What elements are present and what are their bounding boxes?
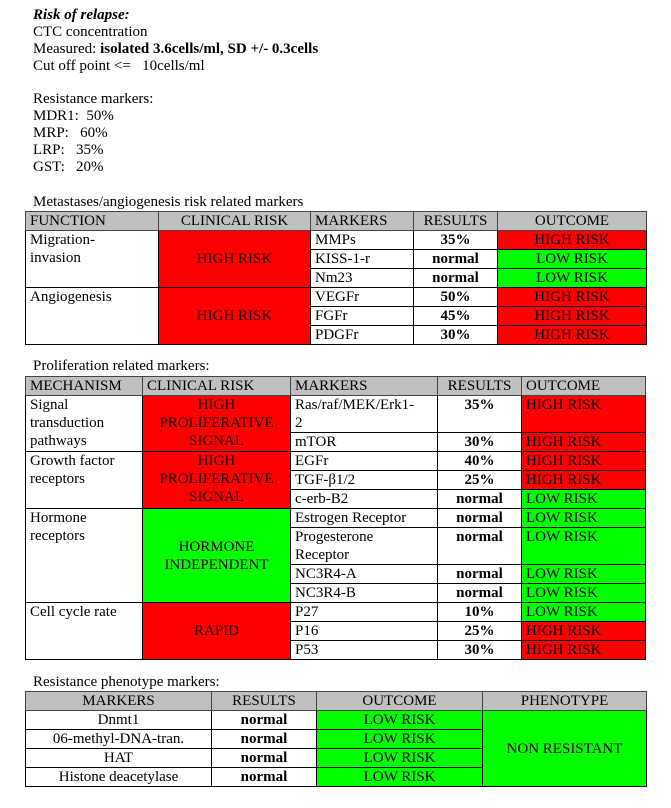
measured-label: Measured: — [33, 41, 101, 57]
marker-cell: VEGFr — [311, 288, 414, 307]
outcome-cell: LOW RISK — [522, 603, 646, 622]
outcome-cell: HIGH RISK — [522, 622, 646, 641]
result-cell: 30% — [438, 641, 522, 660]
marker-cell: Histone deacetylase — [26, 768, 212, 787]
measured-value: isolated 3.6cells/ml, SD +/- 0.3cells — [100, 41, 319, 57]
outcome-cell: LOW RISK — [317, 768, 483, 787]
outcome-cell: LOW RISK — [522, 584, 646, 603]
outcome-cell: LOW RISK — [522, 490, 646, 509]
table-header-row — [26, 212, 647, 231]
marker-cell: Estrogen Receptor — [291, 509, 438, 528]
col-header-mechanism: MECHANISM — [26, 377, 143, 396]
marker-cell: Ras/raf/MEK/Erk1- 2 — [291, 396, 438, 433]
result-cell: normal — [212, 749, 317, 768]
table-row — [26, 603, 646, 622]
function-cell: Angiogenesis — [26, 288, 159, 345]
col-header-markers: MARKERS — [291, 377, 438, 396]
table-row — [26, 452, 646, 471]
marker-cell: NC3R4-B — [291, 584, 438, 603]
col-header-clinical-risk: CLINICAL RISK — [159, 212, 311, 231]
cutoff-line: Cut off point <= 10cells/ml — [33, 58, 205, 74]
outcome-cell: HIGH RISK — [498, 326, 647, 345]
relapse-title: Risk of relapse: — [33, 7, 130, 23]
result-cell: normal — [438, 509, 522, 528]
result-cell: 40% — [438, 452, 522, 471]
phenotype-caption: Resistance phenotype markers: — [33, 674, 220, 690]
marker-name: MDR1: — [33, 108, 79, 124]
col-header-clinical-risk: CLINICAL RISK — [143, 377, 291, 396]
outcome-cell: HIGH RISK — [522, 452, 646, 471]
clinical-risk-cell: HIGH PROLIFERATIVE SIGNAL — [143, 396, 291, 452]
result-cell: 35% — [438, 396, 522, 433]
proliferation-table — [25, 376, 646, 660]
col-header-results: RESULTS — [212, 692, 317, 711]
outcome-cell: HIGH RISK — [522, 471, 646, 490]
col-header-function: FUNCTION — [26, 212, 159, 231]
result-cell: normal — [414, 269, 498, 288]
table-row — [26, 231, 647, 250]
col-header-outcome: OUTCOME — [317, 692, 483, 711]
marker-cell: c-erb-B2 — [291, 490, 438, 509]
relapse-section — [33, 7, 318, 75]
col-header-markers: MARKERS — [26, 692, 212, 711]
marker-cell: Dnmt1 — [26, 711, 212, 730]
marker-name: GST: — [33, 159, 65, 175]
clinical-risk-cell: HORMONE INDEPENDENT — [143, 509, 291, 603]
mechanism-cell: Cell cycle rate — [26, 603, 143, 660]
outcome-cell: LOW RISK — [522, 528, 646, 565]
result-cell: normal — [414, 250, 498, 269]
result-cell: normal — [212, 730, 317, 749]
marker-cell: P27 — [291, 603, 438, 622]
mechanism-cell: Growth factor receptors — [26, 452, 143, 509]
clinical-risk-cell: HIGH RISK — [159, 231, 311, 288]
outcome-cell: LOW RISK — [317, 711, 483, 730]
result-cell: 25% — [438, 622, 522, 641]
clinical-risk-cell: HIGH RISK — [159, 288, 311, 345]
marker-cell: NC3R4-A — [291, 565, 438, 584]
clinical-risk-cell: RAPID — [143, 603, 291, 660]
col-header-outcome: OUTCOME — [522, 377, 646, 396]
clinical-risk-cell: HIGH PROLIFERATIVE SIGNAL — [143, 452, 291, 509]
result-cell: 30% — [414, 326, 498, 345]
result-cell: 35% — [414, 231, 498, 250]
mechanism-cell: Signal transduction pathways — [26, 396, 143, 452]
marker-cell: P53 — [291, 641, 438, 660]
marker-cell: Nm23 — [311, 269, 414, 288]
result-cell: normal — [212, 711, 317, 730]
outcome-cell: HIGH RISK — [498, 288, 647, 307]
result-cell: 45% — [414, 307, 498, 326]
col-header-results: RESULTS — [414, 212, 498, 231]
resistance-item — [33, 108, 153, 125]
table-row — [26, 711, 647, 730]
result-cell: normal — [438, 490, 522, 509]
resistance-title: Resistance markers: — [33, 91, 154, 107]
marker-cell: MMPs — [311, 231, 414, 250]
marker-name: LRP: — [33, 142, 65, 158]
outcome-cell: LOW RISK — [498, 250, 647, 269]
function-cell: Migration- invasion — [26, 231, 159, 288]
col-header-outcome: OUTCOME — [498, 212, 647, 231]
outcome-cell: LOW RISK — [317, 749, 483, 768]
result-cell: normal — [212, 768, 317, 787]
marker-cell: EGFr — [291, 452, 438, 471]
measured-line — [33, 41, 318, 58]
metastases-caption: Metastases/angiogenesis risk related markers — [33, 194, 304, 210]
marker-cell: mTOR — [291, 433, 438, 452]
table-row — [26, 288, 647, 307]
outcome-cell: LOW RISK — [522, 509, 646, 528]
marker-value: 50% — [86, 108, 114, 124]
marker-name: MRP: — [33, 125, 69, 141]
col-header-markers: MARKERS — [311, 212, 414, 231]
marker-cell: KISS-1-r — [311, 250, 414, 269]
result-cell: 50% — [414, 288, 498, 307]
result-cell: 10% — [438, 603, 522, 622]
marker-cell: Progesterone Receptor — [291, 528, 438, 565]
resistance-item — [33, 142, 153, 159]
resistance-markers-section — [33, 91, 153, 176]
col-header-phenotype: PHENOTYPE — [483, 692, 647, 711]
phenotype-cell: NON RESISTANT — [483, 711, 647, 787]
marker-cell: P16 — [291, 622, 438, 641]
outcome-cell: HIGH RISK — [522, 433, 646, 452]
table-row — [26, 396, 646, 433]
table-header-row — [26, 692, 647, 711]
proliferation-caption: Proliferation related markers: — [33, 358, 210, 374]
result-cell: normal — [438, 565, 522, 584]
marker-cell: 06-methyl-DNA-tran. — [26, 730, 212, 749]
resistance-item — [33, 159, 153, 176]
table-header-row — [26, 377, 646, 396]
marker-value: 60% — [80, 125, 108, 141]
marker-cell: TGF-β1/2 — [291, 471, 438, 490]
outcome-cell: HIGH RISK — [498, 231, 647, 250]
marker-value: 20% — [76, 159, 104, 175]
mechanism-cell: Hormone receptors — [26, 509, 143, 603]
outcome-cell: LOW RISK — [317, 730, 483, 749]
outcome-cell: HIGH RISK — [522, 641, 646, 660]
ctc-label: CTC concentration — [33, 24, 148, 40]
metastases-table — [25, 211, 647, 345]
marker-cell: FGFr — [311, 307, 414, 326]
outcome-cell: HIGH RISK — [498, 307, 647, 326]
marker-value: 35% — [75, 142, 104, 158]
outcome-cell: HIGH RISK — [522, 396, 646, 433]
result-cell: 30% — [438, 433, 522, 452]
col-header-results: RESULTS — [438, 377, 522, 396]
outcome-cell: LOW RISK — [522, 565, 646, 584]
resistance-item — [33, 125, 153, 142]
phenotype-table — [25, 691, 647, 787]
result-cell: 25% — [438, 471, 522, 490]
marker-cell: HAT — [26, 749, 212, 768]
marker-cell: PDGFr — [311, 326, 414, 345]
outcome-cell: LOW RISK — [498, 269, 647, 288]
table-row — [26, 509, 646, 528]
result-cell: normal — [438, 584, 522, 603]
result-cell: normal — [438, 528, 522, 565]
